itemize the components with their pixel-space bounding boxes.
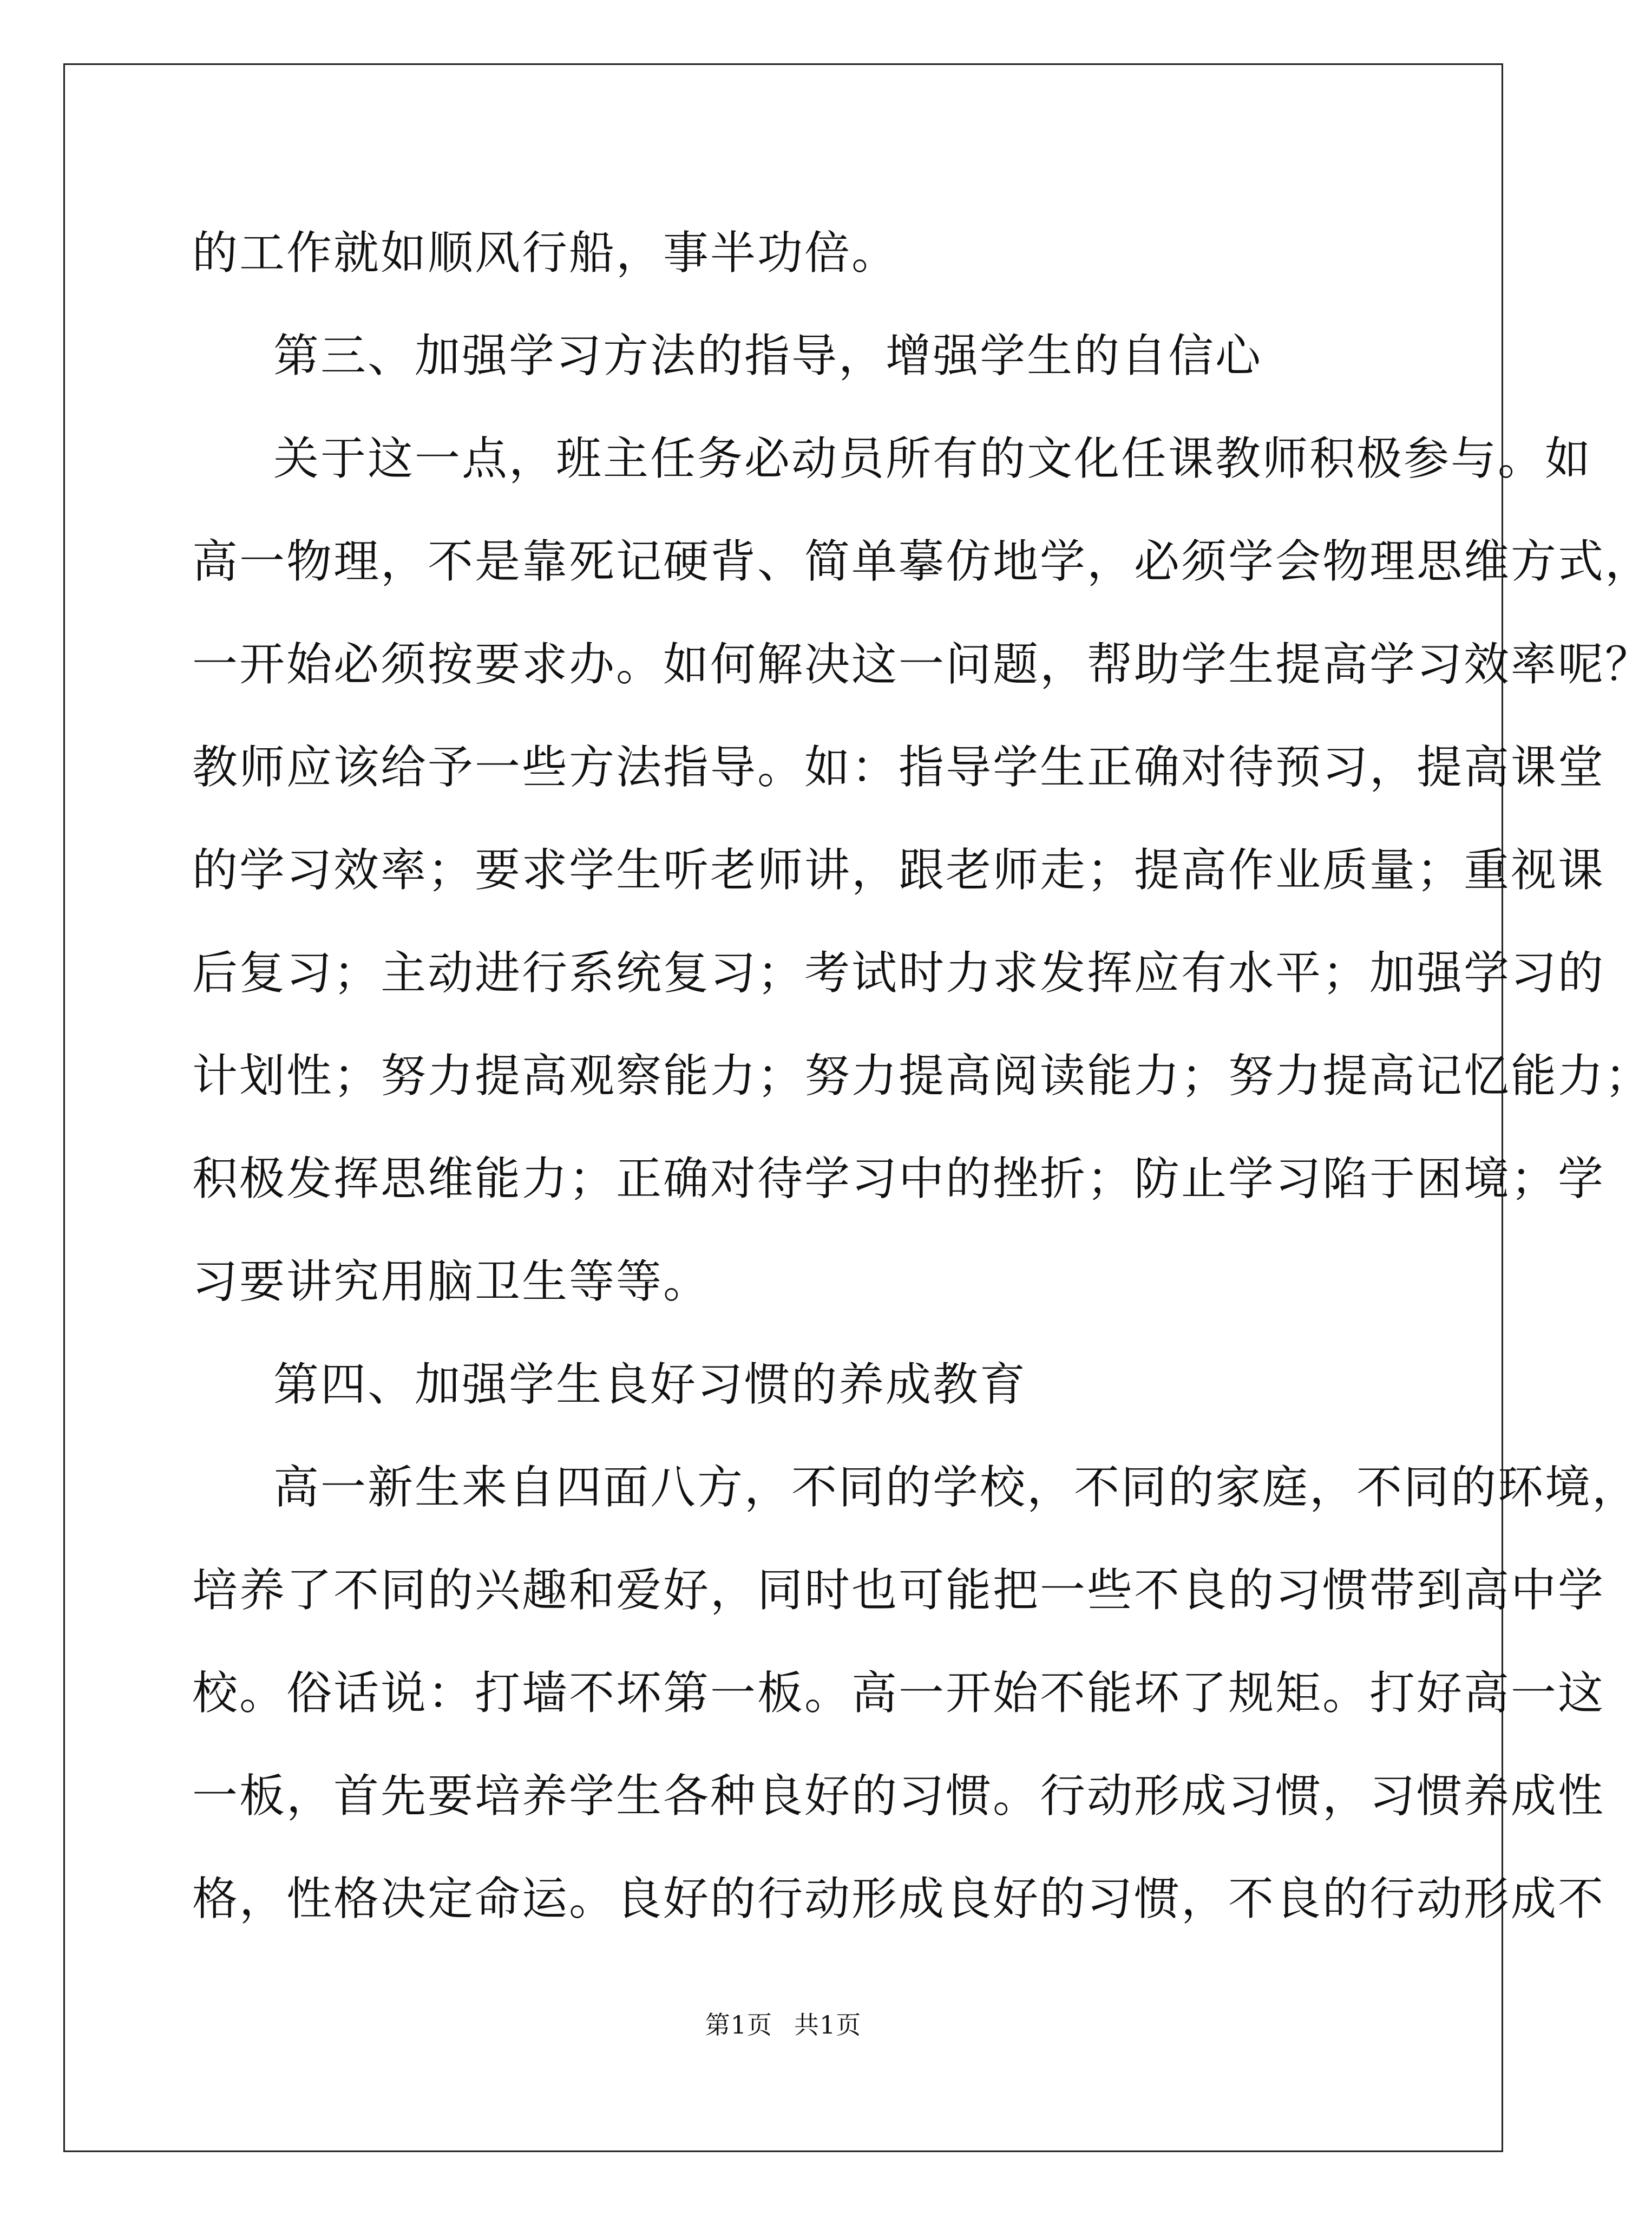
page-current: 第1页 [705,2010,772,2039]
text-line: 教师应该给予一些方法指导。如：指导学生正确对待预习，提高课堂 [192,741,1605,794]
text-line: 校。俗话说：打墙不坏第一板。高一开始不能坏了规矩。打好高一这 [192,1666,1605,1720]
text-line: 高一物理，不是靠死记硬背、简单摹仿地学，必须学会物理思维方式， [192,535,1652,588]
text-line: 第四、加强学生良好习惯的养成教育 [273,1358,1027,1411]
text-line: 的学习效率；要求学生听老师讲，跟老师走；提高作业质量；重视课 [192,844,1605,897]
text-line: 关于这一点，班主任务必动员所有的文化任课教师积极参与。如 [273,432,1592,485]
text-line: 后复习；主动进行系统复习；考试时力求发挥应有水平；加强学习的 [192,946,1605,999]
text-line: 第三、加强学习方法的指导，增强学生的自信心 [273,329,1263,382]
page-total: 共1页 [794,2010,862,2039]
text-line: 的工作就如顺风行船，事半功倍。 [192,226,899,279]
text-line: 一开始必须按要求办。如何解决这一问题，帮助学生提高学习效率呢？ [192,638,1652,691]
text-line: 计划性；努力提高观察能力；努力提高阅读能力；努力提高记忆能力； [192,1049,1652,1102]
text-line: 高一新生来自四面八方，不同的学校，不同的家庭，不同的环境， [273,1461,1640,1514]
page-footer [0,2009,1566,2041]
text-line: 一板，首先要培养学生各种良好的习惯。行动形成习惯，习惯养成性 [192,1769,1605,1822]
text-line: 积极发挥思维能力；正确对待学习中的挫折；防止学习陷于困境；学 [192,1152,1605,1205]
text-line: 习要讲究用脑卫生等等。 [192,1255,711,1308]
text-line: 格，性格决定命运。良好的行动形成良好的习惯，不良的行动形成不 [192,1872,1605,1925]
document-body [192,201,1652,1950]
text-line: 培养了不同的兴趣和爱好，同时也可能把一些不良的习惯带到高中学 [192,1564,1605,1617]
